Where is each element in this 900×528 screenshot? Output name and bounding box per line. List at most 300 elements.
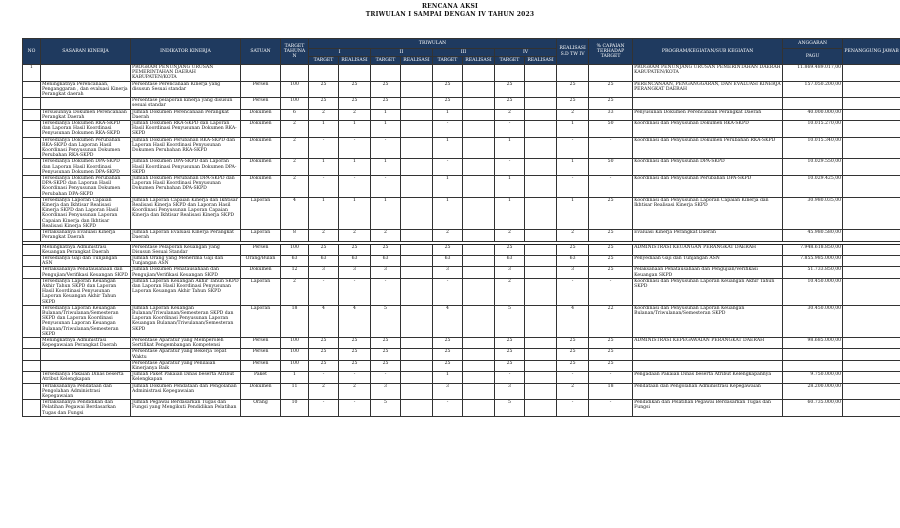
cell-realisasi-sd (557, 65, 589, 82)
cell-realisasi-3 (463, 176, 495, 198)
cell-program: Koordinasi dan Penyusunan Dokumen Perubahan RKA-SKPD (633, 137, 783, 159)
cell-capaian: 25 (589, 197, 633, 229)
cell-realisasi-1: 2 (339, 109, 371, 120)
cell-target-2: - (371, 278, 401, 305)
cell-penanggung-jawab (843, 267, 900, 278)
cell-realisasi-4 (525, 81, 557, 98)
cell-realisasi-3 (463, 244, 495, 255)
cell-sasaran: Terlaksananya Pendataan dan Pengolahan Administrasi Kepegawaian (41, 383, 131, 400)
cell-target-tahunan: 100 (281, 349, 309, 360)
col-target-4: TARGET (495, 57, 525, 65)
cell-pagu: 40.000.000,00 (783, 109, 843, 120)
cell-sasaran: Tersedianya Laporan Keuangan Bulanan/Triwulanan/Semesteran SKPD dan Laporan Koordinasi Penyusunan Laporan Keuangan Bulanan/Triwulanan/Semesteran SKPD (41, 305, 131, 337)
cell-realisasi-sd: 3 (557, 267, 589, 278)
cell-realisasi-2 (401, 121, 433, 138)
cell-target-tahunan: 10 (281, 400, 309, 417)
cell-penanggung-jawab (843, 278, 900, 305)
cell-capaian: 25 (589, 81, 633, 98)
cell-realisasi-sd: 2 (557, 230, 589, 241)
col-satuan: SATUAN (241, 39, 281, 65)
cell-program: Pelaksanaan Penatausahaan dan Pengujian/Verifikasi Keuangan SKPD (633, 267, 783, 278)
cell-pagu: 60.735.000,00 (783, 400, 843, 417)
cell-target-2: 5 (371, 305, 401, 337)
cell-realisasi-3 (463, 230, 495, 241)
col-pagu: PAGU (783, 49, 843, 65)
cell-target-2: 1 (371, 121, 401, 138)
cell-realisasi-4 (525, 383, 557, 400)
cell-indikator: Jumlah Dokumen DPA-SKPD dan Laporan Hasil Koordinasi Penyusunan Dokumen DPA-SKPD (131, 159, 241, 176)
cell-target-3: 2 (433, 230, 463, 241)
cell-capaian: 22 (589, 305, 633, 337)
cell-realisasi-2 (401, 360, 433, 371)
cell-target-tahunan: 100 (281, 360, 309, 371)
cell-pagu: 7.948.618.850,00 (783, 244, 843, 255)
cell-realisasi-3 (463, 81, 495, 98)
cell-program: ADMINISTRASI KEPEGAWAIAN PERANGKAT DAERAH (633, 337, 783, 348)
cell-realisasi-2 (401, 337, 433, 348)
cell-no (23, 81, 41, 98)
cell-pagu (783, 349, 843, 360)
cell-realisasi-4 (525, 176, 557, 198)
cell-target-tahunan: 12 (281, 267, 309, 278)
cell-realisasi-3 (463, 305, 495, 337)
cell-target-3: 25 (433, 337, 463, 348)
cell-capaian: 25 (589, 349, 633, 360)
cell-satuan: Persen (241, 81, 281, 98)
cell-satuan: Persen (241, 360, 281, 371)
cell-no (23, 349, 41, 360)
cell-target-tahunan: 11 (281, 383, 309, 400)
cell-sasaran: Meningkatnya Perencanaan, Penganggaran , dan evaluasi Kinerja Perangkat daerah (41, 81, 131, 98)
cell-realisasi-4 (525, 98, 557, 109)
cell-target-4: 5 (495, 305, 525, 337)
cell-indikator: Persentase Aparatur yang Penilaian Kinerjanya Baik (131, 360, 241, 371)
table-row (23, 197, 900, 229)
cell-realisasi-2 (401, 400, 433, 417)
cell-no (23, 360, 41, 371)
cell-target-1: 1 (309, 121, 339, 138)
col-tw-1: I (309, 49, 371, 57)
cell-penanggung-jawab (843, 81, 900, 98)
cell-indikator: Jumlah Dokumen Pendataan dan Pengolahan Administrasi Kepegawaian (131, 383, 241, 400)
cell-target-2: 25 (371, 349, 401, 360)
cell-no (23, 337, 41, 348)
table-row (23, 255, 900, 266)
cell-indikator: Jumlah Laporan Evaluasi Kinerja Perangkat Daerah (131, 230, 241, 241)
cell-penanggung-jawab (843, 137, 900, 159)
cell-satuan: Orang (241, 400, 281, 417)
cell-realisasi-3 (463, 349, 495, 360)
cell-penanggung-jawab (843, 372, 900, 383)
cell-target-1: 3 (309, 267, 339, 278)
cell-no (23, 305, 41, 337)
cell-target-3: 1 (433, 372, 463, 383)
cell-realisasi-sd: 4 (557, 305, 589, 337)
cell-no (23, 109, 41, 120)
cell-no (23, 197, 41, 229)
cell-target-2: 3 (371, 267, 401, 278)
cell-target-2: 25 (371, 81, 401, 98)
cell-pagu: 98.685.000,00 (783, 337, 843, 348)
cell-indikator: Persentase Pelaporan Keuangan yang Disusun Sesuai Standar (131, 244, 241, 255)
cell-target-tahunan: 8 (281, 230, 309, 241)
cell-target-3: 3 (433, 267, 463, 278)
cell-target-4: 3 (495, 383, 525, 400)
cell-indikator: Jumlah Laporan Keuangan Akhir Tahun SKPD dan Laporan Hasil Koordinasi Penyusunan Laporan Keuangan Akhir Tahun SKPD (131, 278, 241, 305)
cell-sasaran: Tersedianya Pakaian Dinas beserta Atribut Kelengkapan (41, 372, 131, 383)
cell-realisasi-sd: 25 (557, 244, 589, 255)
cell-target-3: 4 (433, 305, 463, 337)
cell-realisasi-sd: - (557, 372, 589, 383)
cell-indikator: Jumlah Laporan Capaian Kinerja dan Ikhtisar Realisasi Kinerja SKPD dan Laporan Hasil Koordinasi Penyusunan Laporan Capaian Kinerja dan Ikhtisar Realisasi Kinerja SKPD (131, 197, 241, 229)
cell-realisasi-4 (525, 137, 557, 159)
cell-target-1: 25 (309, 244, 339, 255)
cell-realisasi-3 (463, 109, 495, 120)
cell-realisasi-4 (525, 121, 557, 138)
cell-capaian: 25 (589, 230, 633, 241)
cell-pagu: 28.200.000,00 (783, 383, 843, 400)
cell-target-tahunan: 6 (281, 109, 309, 120)
cell-capaian: - (589, 278, 633, 305)
col-realisasi-2: REALISASI (401, 57, 433, 65)
cell-pagu: 30.450.000,00 (783, 305, 843, 337)
cell-pagu: 10.029.550,00 (783, 159, 843, 176)
cell-realisasi-3 (463, 400, 495, 417)
cell-satuan: Persen (241, 337, 281, 348)
cell-target-4 (495, 65, 525, 82)
cell-penanggung-jawab (843, 349, 900, 360)
cell-no (23, 159, 41, 176)
cell-target-2: 25 (371, 337, 401, 348)
cell-program: Koordinasi dan Penyusunan DPA-SKPD (633, 159, 783, 176)
cell-target-2: 2 (371, 230, 401, 241)
cell-satuan: Paket (241, 372, 281, 383)
cell-penanggung-jawab (843, 383, 900, 400)
cell-program: Pendidikan dan Pelatihan Pegawai Berdasarkan Tugas dan Fungsi (633, 400, 783, 417)
cell-penanggung-jawab (843, 159, 900, 176)
cell-realisasi-2 (401, 305, 433, 337)
cell-realisasi-2 (401, 349, 433, 360)
cell-program: PERENCANAAN, PENGANGGARAN, DAN EVALUASI KINERJA PERANGKAT DAERAH (633, 81, 783, 98)
cell-indikator: PROGRAM PENUNJANG URUSAN PEMERINTAHAN DAERAH KABUPATEN/KOTA (131, 65, 241, 82)
cell-target-1: - (309, 400, 339, 417)
cell-target-1: - (309, 176, 339, 198)
cell-program: ADMINISTRASI KEUANGAN PERANGKAT DAERAH (633, 244, 783, 255)
cell-program: Koordinasi dan Penyusunan Laporan Capaian Kinerja dan Ikhtisar Realisasi Kinerja SKPD (633, 197, 783, 229)
cell-target-3: 1 (433, 109, 463, 120)
cell-realisasi-1: 2 (339, 230, 371, 241)
cell-realisasi-4 (525, 372, 557, 383)
cell-pagu: 157.050.200,00 (783, 81, 843, 98)
cell-target-1: 25 (309, 337, 339, 348)
cell-penanggung-jawab (843, 176, 900, 198)
cell-realisasi-2 (401, 255, 433, 266)
cell-target-2: 1 (371, 109, 401, 120)
cell-indikator: Jumlah Dokumen RKA-SKPD dan Laporan Hasil Koordinasi Penyusunan Dokumen RKA-SKPD (131, 121, 241, 138)
cell-realisasi-2 (401, 197, 433, 229)
col-tw-2: II (371, 49, 433, 57)
cell-target-3: 1 (433, 176, 463, 198)
cell-realisasi-4 (525, 267, 557, 278)
cell-realisasi-3 (463, 383, 495, 400)
cell-target-4: 2 (495, 109, 525, 120)
cell-pagu: 45.980.580,00 (783, 230, 843, 241)
document-title: RENCANA AKSI (421, 3, 479, 10)
col-target-3: TARGET (433, 57, 463, 65)
cell-capaian: 33 (589, 109, 633, 120)
cell-pagu: 10.015.270,00 (783, 121, 843, 138)
cell-realisasi-4 (525, 109, 557, 120)
cell-penanggung-jawab (843, 230, 900, 241)
document-subtitle: TRIWULAN I SAMPAI DENGAN IV TAHUN 2023 (365, 11, 535, 18)
cell-target-2: 25 (371, 98, 401, 109)
table-row (23, 372, 900, 383)
cell-target-1: 25 (309, 349, 339, 360)
cell-target-1 (309, 65, 339, 82)
cell-sasaran: Tersedianya Laporan Capaian Kinerja dan Ikhtisar Realisasi Kinerja SKPD dan Laporan Hasil Koordinasi Penyusunan Laporan Capaian Kinerja dan Ikhtisar Realisasi Kinerja SKPD (41, 197, 131, 229)
cell-target-2: - (371, 176, 401, 198)
cell-realisasi-3 (463, 360, 495, 371)
cell-realisasi-2 (401, 372, 433, 383)
cell-satuan: Laporan (241, 197, 281, 229)
table-row (23, 267, 900, 278)
cell-realisasi-4 (525, 337, 557, 348)
cell-target-2: 25 (371, 244, 401, 255)
cell-penanggung-jawab (843, 305, 900, 337)
cell-realisasi-2 (401, 267, 433, 278)
cell-satuan: Persen (241, 349, 281, 360)
cell-indikator: Jumlah Dokumen Perubahan DPA-SKPD dan Laporan Hasil Koordinasi Penyusunan Dokumen Perubahan DPA-SKPD (131, 176, 241, 198)
cell-realisasi-2 (401, 159, 433, 176)
col-program: PROGRAM/KEGIATAN/SUB KEGIATAN (633, 39, 783, 65)
cell-realisasi-4 (525, 230, 557, 241)
cell-realisasi-1: - (339, 137, 371, 159)
cell-realisasi-2 (401, 109, 433, 120)
cell-sasaran: Tersedianya Dokumen Perubahan RKA-SKPD dan Laporan Hasil Koordinasi Penyusunan Dokumen Perubahan RKA-SKPD (41, 137, 131, 159)
cell-pagu (783, 360, 843, 371)
cell-realisasi-2 (401, 81, 433, 98)
cell-target-1: 1 (309, 159, 339, 176)
cell-realisasi-1: 1 (339, 197, 371, 229)
cell-target-4: 2 (495, 278, 525, 305)
cell-target-tahunan: 2 (281, 278, 309, 305)
cell-target-1: 2 (309, 230, 339, 241)
cell-realisasi-2 (401, 244, 433, 255)
cell-target-3: 1 (433, 197, 463, 229)
cell-target-1: 2 (309, 109, 339, 120)
cell-realisasi-1: 1 (339, 121, 371, 138)
cell-target-4: 25 (495, 337, 525, 348)
cell-sasaran (41, 349, 131, 360)
col-realisasi-1: REALISASI (339, 57, 371, 65)
cell-target-4: 2 (495, 230, 525, 241)
cell-no (23, 244, 41, 255)
cell-penanggung-jawab (843, 400, 900, 417)
col-penanggung-jawab: PENANGGUNG JAWAB (843, 39, 900, 65)
cell-realisasi-1: - (339, 400, 371, 417)
cell-target-1: 1 (309, 197, 339, 229)
cell-realisasi-4 (525, 400, 557, 417)
cell-target-1: 25 (309, 81, 339, 98)
cell-realisasi-sd: 1 (557, 121, 589, 138)
cell-target-3: 63 (433, 255, 463, 266)
cell-target-4: 25 (495, 360, 525, 371)
cell-realisasi-sd: 2 (557, 383, 589, 400)
cell-satuan: Dokumen (241, 159, 281, 176)
cell-pagu: 30.980.035,00 (783, 197, 843, 229)
cell-realisasi-3 (463, 98, 495, 109)
cell-sasaran: Meningkatnya Administrasi Kepegawaian Perangkat Daerah (41, 337, 131, 348)
cell-target-3: 25 (433, 81, 463, 98)
cell-realisasi-3 (463, 372, 495, 383)
col-tw-4: IV (495, 49, 557, 57)
cell-target-2: 25 (371, 360, 401, 371)
cell-capaian: 25 (589, 267, 633, 278)
cell-realisasi-4 (525, 360, 557, 371)
cell-realisasi-3 (463, 267, 495, 278)
cell-sasaran: Terlaksananya Evaluasi Kinerja Perangkat Daerah (41, 230, 131, 241)
cell-program: Koordinasi dan Penyusunan Laporan Keuangan Akhir Tahun SKPD (633, 278, 783, 305)
cell-satuan: Dokumen (241, 267, 281, 278)
cell-sasaran: Tersedianya Dokumen RKA-SKPD dan Laporan Hasil Koordinasi Penyusunan Dokumen RKA-SKPD (41, 121, 131, 138)
cell-target-2: 5 (371, 400, 401, 417)
cell-realisasi-sd: - (557, 278, 589, 305)
cell-penanggung-jawab (843, 109, 900, 120)
col-target-1: TARGET (309, 57, 339, 65)
cell-target-3: 25 (433, 360, 463, 371)
cell-target-tahunan: 100 (281, 244, 309, 255)
cell-realisasi-sd: 25 (557, 98, 589, 109)
cell-pagu: 10.450.000,00 (783, 278, 843, 305)
cell-no (23, 230, 41, 241)
cell-realisasi-1 (339, 65, 371, 82)
cell-sasaran: Tersedianya Gaji dan Tunjangan ASN (41, 255, 131, 266)
cell-target-2: 63 (371, 255, 401, 266)
cell-target-3: 25 (433, 244, 463, 255)
cell-realisasi-sd: 25 (557, 360, 589, 371)
cell-no: 1 (23, 65, 41, 82)
cell-capaian: 25 (589, 244, 633, 255)
cell-no (23, 255, 41, 266)
cell-penanggung-jawab (843, 197, 900, 229)
cell-target-tahunan: 63 (281, 255, 309, 266)
cell-sasaran: Terlaksananya Pendidikan dan Pelatihan Pegawai Berdasarkan Tugas dan Fungsi (41, 400, 131, 417)
action-plan-table (22, 38, 900, 417)
cell-target-3: 1 (433, 137, 463, 159)
cell-no (23, 137, 41, 159)
cell-indikator: Persentase Aparatur yang Memperoleh Sertifikat Pengembangan Kompetensi (131, 337, 241, 348)
table-row (23, 159, 900, 176)
cell-target-2: 1 (371, 159, 401, 176)
cell-no (23, 278, 41, 305)
cell-target-1: 25 (309, 360, 339, 371)
cell-capaian: - (589, 176, 633, 198)
cell-satuan: Dokumen (241, 137, 281, 159)
cell-realisasi-1: 4 (339, 305, 371, 337)
cell-indikator: Persentase Perencanaan Kinerja yang disusun Sesuai standar (131, 81, 241, 98)
cell-satuan (241, 65, 281, 82)
col-target-tahunan: TARGET TAHUNAN (281, 39, 309, 65)
cell-program: PROGRAM PENUNJANG URUSAN PEMERINTAHAN DAERAH KABUPATEN/KOTA (633, 65, 783, 82)
cell-realisasi-sd: 1 (557, 159, 589, 176)
cell-capaian: 25 (589, 360, 633, 371)
cell-indikator: Jumlah Paket Pakaian Dinas beserta Atribut Kelengkapan (131, 372, 241, 383)
cell-realisasi-2 (401, 65, 433, 82)
cell-target-1: 63 (309, 255, 339, 266)
cell-target-tahunan: 2 (281, 159, 309, 176)
col-realisasi-sd: REALISASI S.D TW IV (557, 39, 589, 65)
cell-penanggung-jawab (843, 98, 900, 109)
cell-target-1: - (309, 137, 339, 159)
cell-penanggung-jawab (843, 121, 900, 138)
cell-realisasi-sd: 63 (557, 255, 589, 266)
cell-realisasi-1: 63 (339, 255, 371, 266)
cell-program: Koordinasi dan Penyusunan Laporan Keuangan Bulanan/Triwulanan/Semesteran SKPD (633, 305, 783, 337)
cell-no (23, 372, 41, 383)
cell-capaian: 18 (589, 383, 633, 400)
cell-target-3: - (433, 159, 463, 176)
cell-program: Penyediaan Gaji dan Tunjangan ASN (633, 255, 783, 266)
cell-target-4: 25 (495, 244, 525, 255)
cell-target-3: - (433, 400, 463, 417)
cell-capaian: 25 (589, 337, 633, 348)
cell-capaian: 25 (589, 98, 633, 109)
cell-pagu: 7.855.985.000,00 (783, 255, 843, 266)
cell-sasaran: Tersusunnya Dokumen Perencanaan Perangkat Daerah (41, 109, 131, 120)
cell-realisasi-2 (401, 230, 433, 241)
cell-realisasi-1: - (339, 176, 371, 198)
col-realisasi-3: REALISASI (463, 57, 495, 65)
cell-realisasi-sd: 25 (557, 337, 589, 348)
cell-no (23, 176, 41, 198)
cell-capaian: 25 (589, 255, 633, 266)
cell-realisasi-2 (401, 137, 433, 159)
cell-capaian: 50 (589, 121, 633, 138)
cell-realisasi-4 (525, 255, 557, 266)
cell-realisasi-3 (463, 337, 495, 348)
cell-indikator: Jumlah Pegawai Berdasarkan Tugas dan Fungsi yang Mengikuti Pendidikan Pelatihan (131, 400, 241, 417)
cell-penanggung-jawab (843, 337, 900, 348)
cell-realisasi-3 (463, 278, 495, 305)
cell-realisasi-1: 25 (339, 360, 371, 371)
col-no: NO (23, 39, 41, 65)
table-row (23, 176, 900, 198)
cell-target-3: - (433, 278, 463, 305)
cell-target-1: 4 (309, 305, 339, 337)
cell-no (23, 267, 41, 278)
table-row (23, 360, 900, 371)
cell-penanggung-jawab (843, 65, 900, 82)
cell-penanggung-jawab (843, 360, 900, 371)
cell-target-4: 5 (495, 400, 525, 417)
cell-no (23, 400, 41, 417)
cell-target-4: 63 (495, 255, 525, 266)
cell-target-3: 25 (433, 98, 463, 109)
cell-program (633, 349, 783, 360)
cell-realisasi-3 (463, 65, 495, 82)
table-row (23, 81, 900, 98)
cell-target-3: 3 (433, 383, 463, 400)
cell-target-tahunan: 100 (281, 81, 309, 98)
cell-target-tahunan: 2 (281, 176, 309, 198)
cell-satuan: Dokumen (241, 121, 281, 138)
cell-program: Pendataan dan Pengolahan Administrasi Kepegawaian (633, 383, 783, 400)
cell-realisasi-sd: 1 (557, 197, 589, 229)
cell-target-tahunan: 100 (281, 337, 309, 348)
cell-indikator: Persentase pelaporan kinerja yang disusun sesuai standar (131, 98, 241, 109)
cell-program: Koordinasi dan Penyusunan Dokumen RKA-SKPD (633, 121, 783, 138)
cell-satuan: Laporan (241, 230, 281, 241)
